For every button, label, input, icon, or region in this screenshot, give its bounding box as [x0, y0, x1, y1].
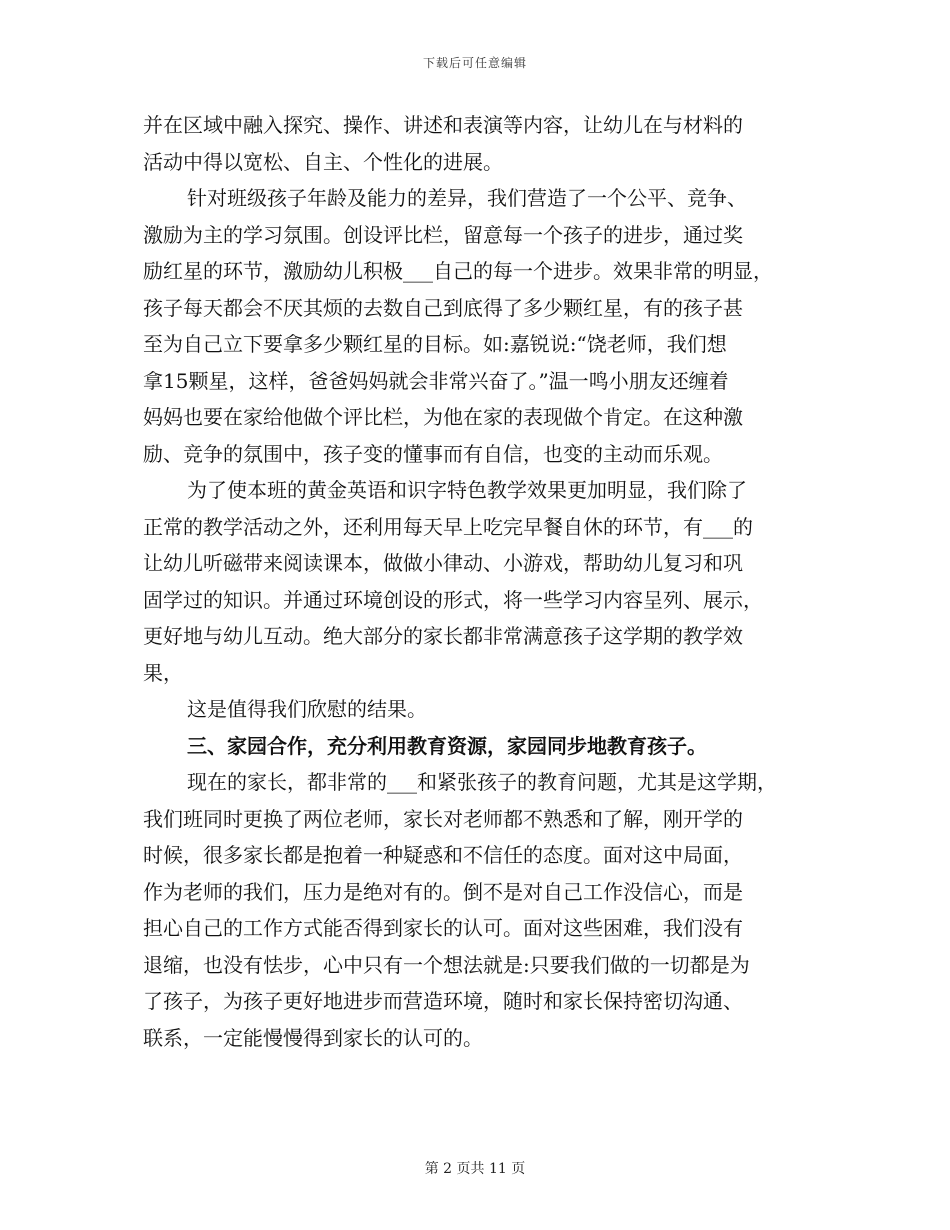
body-text [143, 107, 818, 1056]
text-line: 激励为主的学习氛围。创设评比栏，留意每一个孩子的进步，通过奖 [143, 222, 743, 247]
text-line: 担心自己的工作方式能否得到家长的认可。面对这些困难，我们没有 [143, 916, 743, 940]
page-header: 下载后可任意编辑 [422, 56, 527, 70]
text-line: 联系，一定能慢慢得到家长的认可的。 [143, 1025, 483, 1050]
text-line: 孩子每天都会不厌其烦的去数自己到底得了多少颗红星，有的孩子甚 [143, 295, 743, 320]
text-line: 退缩，也没有怯步，心中只有一个想法就是:只要我们做的一切都是为 [143, 952, 750, 977]
text-line: 拿15颗星，这样，爸爸妈妈就会非常兴奋了。”温一鸣小朋友还缠着 [143, 368, 729, 393]
text-line: 这是值得我们欣慰的结果。 [187, 697, 427, 721]
text-line: 并在区域中融入探究、操作、讲述和表演等内容，让幼儿在与材料的 [143, 113, 743, 137]
text-line: 励、竞争的氛围中，孩子变的懂事而有自信，也变的主动而乐观。 [143, 441, 723, 466]
text-line: 励红星的环节，激励幼儿积极___自己的每一个进步。效果非常的明显， [143, 259, 773, 283]
text-line: 妈妈也要在家给他做个评比栏，为他在家的表现做个肯定。在这种激 [143, 405, 743, 429]
text-line: 至为自己立下要拿多少颗红星的目标。如:嘉锐说:“饶老师，我们想 [143, 332, 727, 356]
text-line: 更好地与幼儿互动。绝大部分的家长都非常满意孩子这学期的教学效 [143, 624, 743, 648]
text-line: 我们班同时更换了两位老师，家长对老师都不熟悉和了解，刚开学的 [143, 806, 743, 831]
text-line: 现在的家长，都非常的___和紧张孩子的教育问题，尤其是这学期， [187, 770, 777, 794]
text-line: 固学过的知识。并通过环境创设的形式，将一些学习内容呈列、展示， [143, 587, 763, 612]
text-line: 活动中得以宽松、自主、个性化的进展。 [143, 149, 503, 174]
text-line: 针对班级孩子年龄及能力的差异，我们营造了一个公平、竞争、 [187, 186, 747, 210]
text-line: 时候，很多家长都是抱着一种疑惑和不信任的态度。面对这中局面， [143, 843, 743, 867]
page-footer: 第 2 页共 11 页 [424, 1161, 526, 1177]
text-line: 了孩子，为孩子更好地进步而营造环境，随时和家长保持密切沟通、 [143, 989, 743, 1013]
text-line: 让幼儿听磁带来阅读课本，做做小律动、小游戏，帮助幼儿复习和巩 [143, 551, 743, 575]
text-line: 正常的教学活动之外，还利用每天早上吃完早餐自休的环节，有___的 [143, 514, 753, 539]
text-line: 为了使本班的黄金英语和识字特色教学效果更加明显，我们除了 [187, 478, 747, 502]
text-line: 作为老师的我们，压力是绝对有的。倒不是对自己工作没信心，而是 [143, 879, 743, 904]
text-line: 果， [143, 660, 183, 685]
section-heading: 三、家园合作，充分利用教育资源，家园同步地教育孩子。 [187, 733, 707, 758]
